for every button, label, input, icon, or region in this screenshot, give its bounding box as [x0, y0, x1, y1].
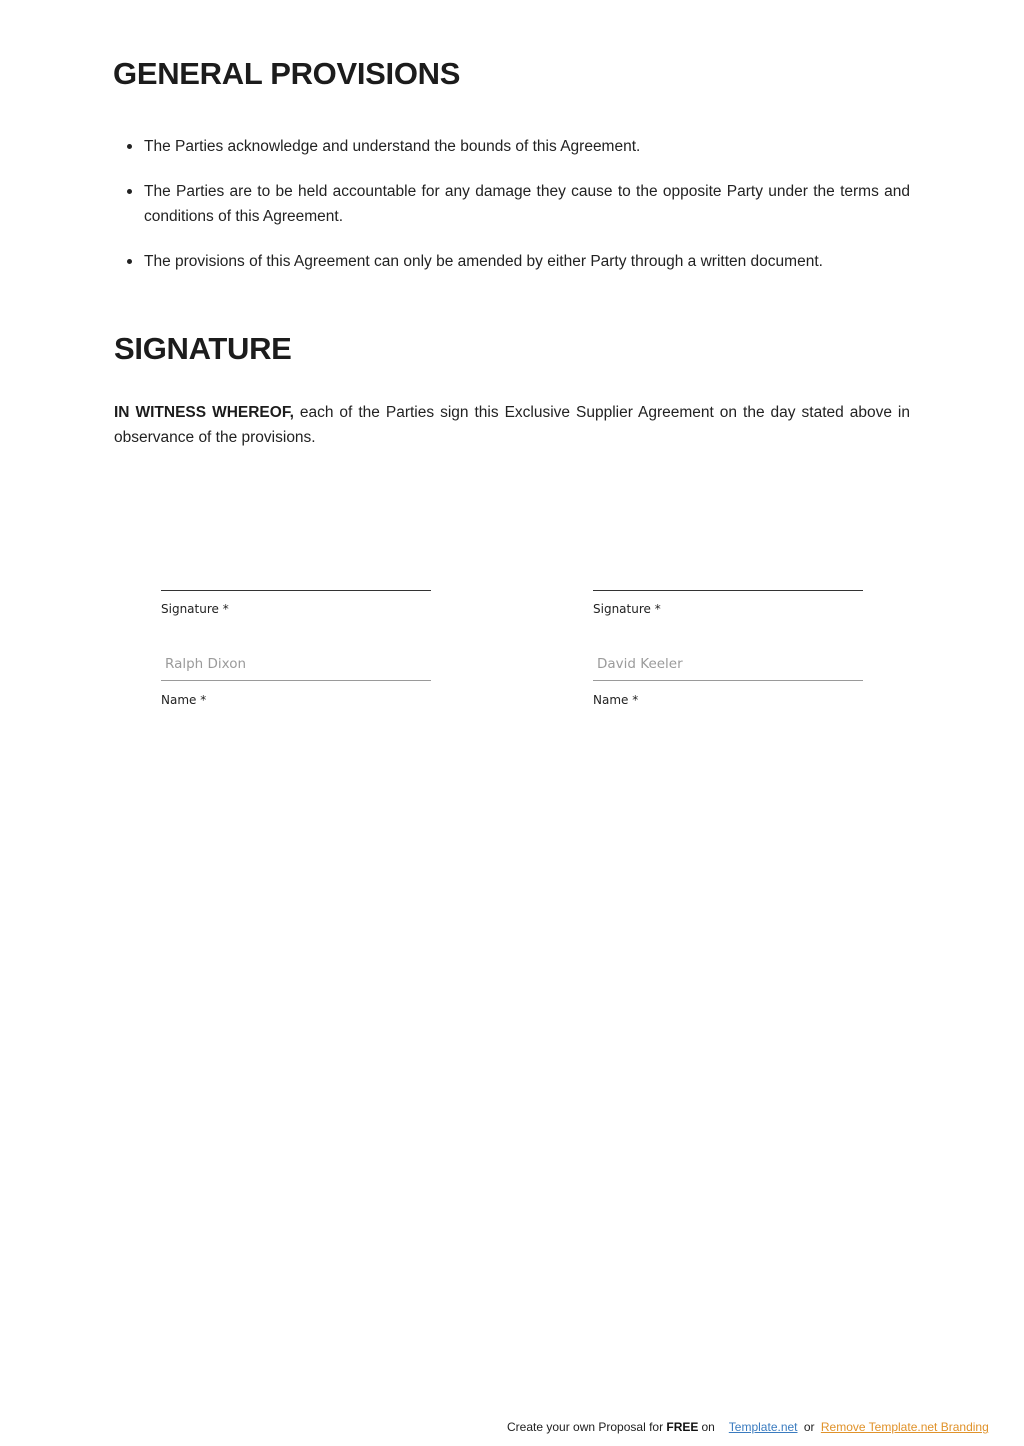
template-net-link[interactable]: Template.net [728, 1420, 798, 1434]
footer-prefix: Create your own Proposal for [507, 1420, 667, 1434]
list-item: The Parties are to be held accountable for any damage they cause to the opposite Party under the terms and conditions of this Agreement. [144, 179, 910, 229]
signature-line[interactable] [593, 590, 863, 591]
signature-line[interactable] [161, 590, 431, 591]
name-field[interactable] [593, 648, 863, 681]
signature-label: Signature * [593, 602, 661, 616]
name-field[interactable] [161, 648, 431, 681]
witness-paragraph [114, 400, 910, 450]
footer-on: on [701, 1420, 715, 1434]
footer-free: FREE [666, 1420, 699, 1434]
witness-text: each of the Parties sign this Exclusive Supplier Agreement on the day stated above in observance of the provisions. [114, 404, 910, 446]
list-item: The provisions of this Agreement can only be amended by either Party through a written document. [144, 249, 910, 274]
name-label: Name * [593, 693, 639, 707]
list-item: The Parties acknowledge and understand the bounds of this Agreement. [144, 134, 910, 159]
footer-or: or [803, 1420, 815, 1434]
signature-label: Signature * [161, 602, 229, 616]
witness-bold-lead: IN WITNESS WHEREOF, [114, 404, 294, 421]
provisions-list [114, 134, 910, 294]
branding-footer [507, 1420, 989, 1434]
general-provisions-heading: GENERAL PROVISIONS [113, 56, 461, 91]
signature-heading: SIGNATURE [114, 331, 292, 366]
name-label: Name * [161, 693, 207, 707]
remove-branding-link[interactable]: Remove Template.net Branding [820, 1420, 989, 1434]
